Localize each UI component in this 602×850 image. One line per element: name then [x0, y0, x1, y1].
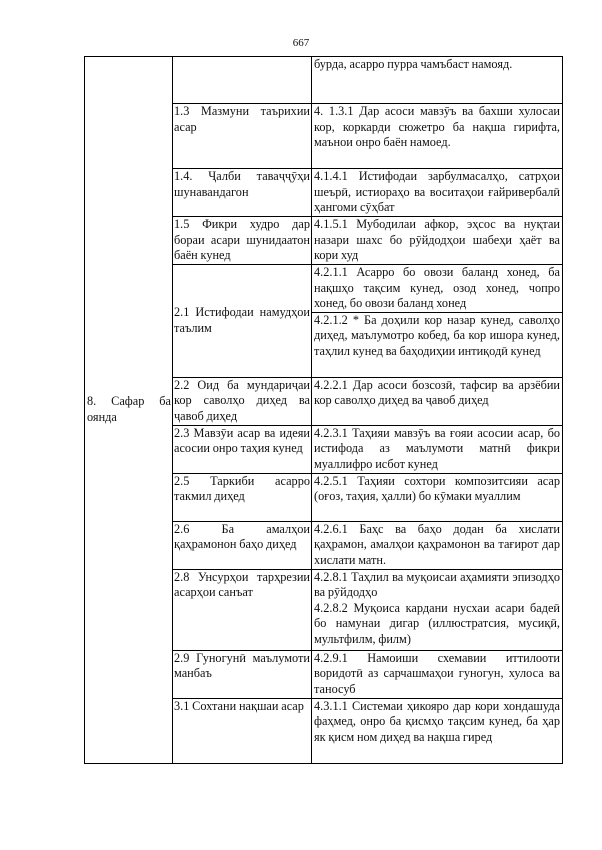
objective-cell: [312, 312, 563, 377]
topic-cell: [173, 377, 312, 425]
objective-cell: [312, 104, 563, 169]
objective-text: 4.3.1.1 Системаи ҳикояро дар кори хондашуда фаҳмед, онро ба қисмҳо тақсим кунед, ба ҳар як қисм ном диҳед ва нақша гиред: [314, 698, 560, 744]
topic-cell: [173, 473, 312, 521]
stage-label: 8. Сафар ба оянда: [87, 394, 171, 424]
topic-label: 2.1 Истифодаи намудҳои таълим: [174, 305, 310, 335]
topic-label: 2.3 Мавзӯи асар ва идеяи асосии онро таҳия кунед: [174, 425, 310, 456]
objective-text: 4.2.8.2 Муқоиса кардани нусхаи асари бадеӣ бо намунаи дигар (иллюстратсия, мусиқӣ, мультфилм, филм): [314, 600, 560, 646]
topic-cell: [173, 57, 312, 104]
topic-label: 1.3 Мазмуни таърихии асар: [174, 104, 310, 134]
objective-text: бурда, асарро пурра чамъбаст намояд.: [314, 57, 513, 71]
objective-cell: [312, 169, 563, 217]
topic-cell: [173, 217, 312, 265]
objective-text: 4.2.3.1 Таҳияи мавзӯъ ва ғояи асосии асар, бо истифода аз маълумоти матнӣ фикри муаллифро исбот кунед: [314, 425, 560, 471]
objective-text: 4.2.5.1 Таҳияи сохтори композитсияи асар (оғоз, таҳия, ҳалли) бо кӯмаки муаллим: [314, 473, 560, 504]
curriculum-table: [84, 56, 563, 764]
objective-text: 4.2.9.1 Намоиши схемавии иттилооти воридотӣ аз сарчашмаҳои гуногун, хулоса ва таносуб: [314, 650, 560, 696]
objective-cell: [312, 377, 563, 425]
objective-cell: [312, 217, 563, 265]
objective-text: 4.2.1.2 * Ба доҳили кор назар кунед, саволҳо диҳед, маълумотро кобед, ба кор ишора кунед, таҳлил кунед ва баҳодиҳии интиқодӣ кунед: [314, 312, 560, 358]
objective-cell: [312, 650, 563, 698]
topic-label: 2.9 Гуногунӣ маълумоти манбаъ: [174, 650, 310, 681]
topic-label: 1.4. Ҷалби таваҷҷӯҳи шунавандагон: [174, 169, 310, 199]
table-row: [85, 57, 563, 104]
objective-text: 4.2.8.1 Таҳлил ва муқоисаи аҳамияти эпизодҳо ва рӯйдодҳо: [314, 569, 560, 600]
page-number: 667: [292, 37, 310, 49]
topic-cell: [173, 650, 312, 698]
topic-cell: [173, 521, 312, 569]
topic-cell: [173, 169, 312, 217]
objective-text: 4.2.6.1 Баҳс ва баҳо додан ба хислати қаҳрамон, амалҳои қаҳрамонон ва тағирот дар хислати матн.: [314, 521, 560, 567]
topic-label: 2.8 Унсурҳои тарҳрезии асарҳои санъат: [174, 569, 310, 600]
objective-text: 4.1.4.1 Истифодаи зарбулмасалҳо, сатрҳои шеърӣ, истиораҳо ва воситаҳои ғайривербалӣ ҳангоми сӯҳбат: [314, 169, 560, 215]
topic-label: 2.6 Ба амалҳои қаҳрамонон баҳо диҳед: [174, 521, 310, 552]
topic-label: 3.1 Сохтани нақшаи асар: [174, 698, 304, 713]
objective-cell: [312, 698, 563, 763]
topic-cell: [173, 698, 312, 763]
objective-text: 4.1.5.1 Мубодилаи афкор, эҳсос ва нуқтаи назари шахс бо рӯйдодҳои шабеҳи ҳаёт ва кори худ: [314, 217, 560, 263]
topic-cell: [173, 265, 312, 378]
objective-text: 4.2.2.1 Дар асоси бозсозӣ, тафсир ва арзёбии кор саволҳо диҳед ва ҷавоб диҳед: [314, 377, 560, 408]
objective-cell: [312, 265, 563, 313]
topic-cell: [173, 425, 312, 473]
topic-label: 2.5 Таркиби асарро такмил диҳед: [174, 473, 310, 504]
topic-label: 1.5 Фикри худро дар бораи асари шунидаатон баён кунед: [174, 217, 310, 263]
objective-text: 4.2.1.1 Асарро бо овози баланд хонед, ба нақшҳо тақсим кунед, озод хонед, чопро хонед, бо овози баланд хонед: [314, 265, 560, 311]
objective-cell: [312, 569, 563, 650]
topic-cell: [173, 104, 312, 169]
topic-cell: [173, 569, 312, 650]
objective-cell: [312, 473, 563, 521]
objective-cell: [312, 521, 563, 569]
topic-label: 2.2 Оид ба мундариҷаи кор саволҳо диҳед ва ҷавоб диҳед: [174, 377, 310, 423]
stage-cell: [85, 57, 173, 764]
objective-cell: [312, 425, 563, 473]
objective-cell: [312, 57, 563, 104]
objective-text: 4. 1.3.1 Дар асоси мавзӯъ ва бахши хулосаи кор, коркарди сюжетро ба нақша гирифта, маънои онро баён намоед.: [314, 104, 560, 150]
